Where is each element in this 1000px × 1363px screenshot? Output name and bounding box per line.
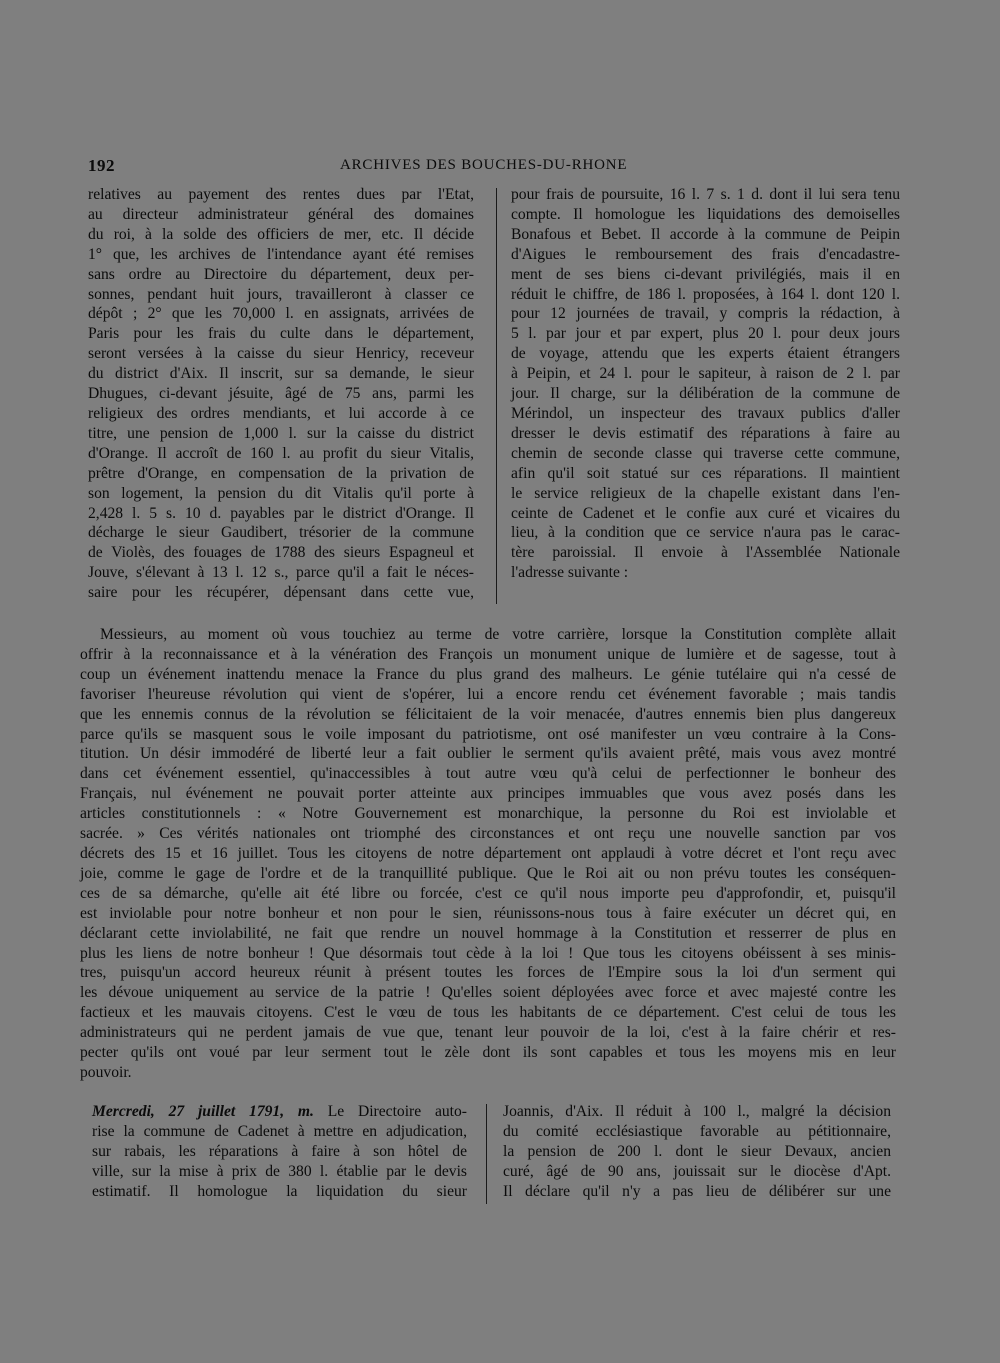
- text-line: jour. Il charge, sur la délibération de la commune de: [511, 385, 900, 403]
- date-heading: Mercredi, 27 juillet 1791, m.: [92, 1103, 314, 1120]
- text-line: ment de ses biens ci-devant privilégiés, mais il en: [511, 265, 900, 283]
- address-line: décrets des 15 et 16 juillet. Tous les citoyens de notre département ont applaudi à votre décret et l'ont reçu avec: [80, 844, 896, 862]
- text-line: ville, sur la mise à prix de 380 l. établie par le devis: [92, 1162, 467, 1180]
- text-line: sur rabais, les réparations à faire à son hôtel de: [92, 1142, 467, 1160]
- lower-left-column: [92, 1102, 467, 1202]
- text-line: Dhugues, ci-devant jésuite, âgé de 75 ans, parmi les: [88, 385, 474, 403]
- text-line: son logement, la pension du dit Vitalis qu'il porte à: [88, 484, 474, 502]
- text-line: estimatif. Il homologue la liquidation du sieur: [92, 1182, 467, 1200]
- text-line: au directeur administrateur général des domaines: [88, 205, 474, 223]
- text-line: de voyage, attendu que les experts étaient étrangers: [511, 345, 900, 363]
- address-line: déclarant cette inviolabilité, ne fait que rendre un nouvel hommage à la Constitution et resserrer de plus en: [80, 924, 896, 942]
- running-title: ARCHIVES DES BOUCHES-DU-RHONE: [340, 157, 628, 173]
- text-line: 1° que, les archives de l'intendance ayant été remises: [88, 245, 474, 263]
- address-line: sacrée. » Ces vérités nationales ont triomphé des circonstances et ont reçu une nouvelle sanction par vos: [80, 825, 896, 843]
- address-line: dans cet événement essentiel, qu'inaccessibles à tout autre vœu qu'à celui de perfectionner le bonheur des: [80, 765, 896, 783]
- text-line: décharge le sieur Gaudibert, trésorier de la commune: [88, 524, 474, 542]
- text-line: Joannis, d'Aix. Il réduit à 100 l., malgré la décision: [503, 1103, 891, 1120]
- text-line: 5 l. par jour et par expert, plus 20 l. pour deux jours: [511, 325, 900, 343]
- address-line: administrateurs qui ne perdent jamais de vue que, tenant leur pouvoir de la loi, c'est à la faire chérir et res-: [80, 1024, 896, 1042]
- text-line: tère paroissial. Il envoie à l'Assemblée Nationale: [511, 544, 900, 562]
- address-line: titution. Un désir immodéré de liberté leur a fait oublier le serment qu'ils avaient prêté, mais vous avez montré: [80, 745, 896, 763]
- upper-right-column: [511, 185, 900, 583]
- address-line: ces de sa démarche, qu'elle ait été libre ou forcée, c'est ce qu'il nous importe peu d'approfondir, et, puisqu'il: [80, 884, 896, 902]
- text-line: dresser le devis estimatif des réparations à faire au: [511, 424, 900, 442]
- upper-left-column: [88, 185, 474, 603]
- text-line: à Peipin, et 24 l. pour le sapiteur, à raison de 2 l. par: [511, 365, 900, 383]
- text-line: 2,428 l. 5 s. 10 d. payables par le district d'Orange. Il: [88, 504, 474, 522]
- address-line: les dévoue uniquement au service de la patrie ! Qu'elles soient déployées avec force et avec majesté contre les: [80, 984, 896, 1002]
- address-line: plus les liens de notre bonheur ! Que désormais tout cède à la loi ! Que tous les citoyens obéissent à ses minis-: [80, 944, 896, 962]
- address-line: Français, nul événement ne pouvait porter atteinte aux principes immuables que vous avez posés dans les: [80, 785, 896, 803]
- address-line: factieux et les mauvais citoyens. C'est le vœu de tous les habitants de ce département. C'est celui de tous les: [80, 1004, 896, 1022]
- text-line: la pension de 200 l. dont le sieur Devaux, ancien: [503, 1142, 891, 1160]
- text-line: le service religieux de la chapelle existant dans l'en-: [511, 484, 900, 502]
- text-line: afin qu'il soit statué sur ces réparations. Il maintient: [511, 464, 900, 482]
- address-line: tres, puisqu'un accord heureux réunit à présent toutes les forces de l'Empire sous la loi d'un serment qui: [80, 964, 896, 982]
- text-line: du roi, à la solde des officiers de mer, etc. Il décide: [88, 225, 474, 243]
- text-line: Bonafous et Bebet. Il accorde à la commune de Peipin: [511, 225, 900, 243]
- address-line: pecter qu'ils ont voué par leur serment tout le zèle dont ils sont capables et tous les moyens mis en leur: [80, 1044, 896, 1062]
- text-line: Il déclare qu'il n'y a pas lieu de délibérer sur une: [503, 1182, 891, 1200]
- text-line: compte. Il homologue les liquidations des demoiselles: [511, 205, 900, 223]
- text-line: titre, une pension de 1,000 l. sur la caisse du district: [88, 424, 474, 442]
- address-line: est inviolable pour notre bonheur et non pour le sien, réunissons-nous tous à faire exécuter un décret qui, en: [80, 904, 896, 922]
- text-line: d'Orange. Il accroît de 160 l. au profit du sieur Vitalis,: [88, 444, 474, 462]
- text-line: prêtre d'Orange, en compensation de la privation de: [88, 464, 474, 482]
- text-line: Mérindol, un inspecteur des travaux publics d'aller: [511, 404, 900, 422]
- address-line: articles constitutionnels : « Notre Gouvernement est monarchique, la personne du Roi est inviolable et: [80, 805, 896, 823]
- text-line: sonnes, pendant huit jours, travailleront à classer ce: [88, 285, 474, 303]
- text-line: ceinte de Cadenet et le confie aux curé et vicaires du: [511, 504, 900, 522]
- address-line: favoriser l'heureuse révolution qui vient de s'opérer, lui a encore rendu cet événement favorable ; mais tandis: [80, 685, 896, 703]
- address-line: offrir à la reconnaissance et à la vénération des François un monument unique de lumière et de sagesse, tout à: [80, 645, 896, 663]
- text-line: Paris pour les frais du culte dans le département,: [88, 325, 474, 343]
- page-number: 192: [88, 156, 115, 175]
- text-line: curé, âgé de 90 ans, jouissait sur le diocèse d'Apt.: [503, 1162, 891, 1180]
- text-line: de Violès, des fouages de 1788 des sieurs Espagneul et: [88, 544, 474, 562]
- column-rule-upper: [496, 188, 497, 604]
- text-line: relatives au payement des rentes dues par l'Etat,: [88, 186, 474, 203]
- address-line: joie, comme le gage de l'ordre et de la tranquillité publique. Que le Roi ait ou non prévu toutes les conséquen-: [80, 864, 896, 882]
- text-line: lieu, à la condition que ce service n'aura pas le carac-: [511, 524, 900, 542]
- text-line: seront versées à la caisse du sieur Henricy, receveur: [88, 345, 474, 363]
- text-line: saire pour les récupérer, dépensant dans cette vue,: [88, 584, 474, 602]
- text-line: dépôt ; 2° que les 70,000 l. en assignats, arrivées de: [88, 305, 474, 323]
- text-line: Jouve, s'élevant à 13 l. 12 s., parce qu'il a fait le néces-: [88, 564, 474, 582]
- text-line: sans ordre au Directoire du département, deux per-: [88, 265, 474, 283]
- address-line: pouvoir.: [80, 1063, 132, 1081]
- text-line: religieux des ordres mendiants, et lui accorde à ce: [88, 404, 474, 422]
- text-line: d'Aigues le remboursement des frais d'encadastre-: [511, 245, 900, 263]
- lower-right-column: [503, 1102, 891, 1202]
- text-line: réduit le chiffre, de 186 l. proposées, à 164 l. dont 120 l.: [511, 285, 900, 303]
- text-line: pour frais de poursuite, 16 l. 7 s. 1 d. dont il lui sera tenu: [511, 186, 900, 203]
- address-line: coup un événement inattendu menace la France du plus grand des malheurs. Le génie tutélaire qui n'a cessé de: [80, 665, 896, 683]
- text-line: chemin de seconde classe qui traverse cette commune,: [511, 444, 900, 462]
- address-line: parce qu'ils se masquent sous le voile imposant du patriotisme, ont osé manifester un vœu contraire à la Cons-: [80, 725, 896, 743]
- column-rule-lower: [486, 1104, 487, 1204]
- text-line: du comité ecclésiastique favorable au pétitionnaire,: [503, 1122, 891, 1140]
- text-line: l'adresse suivante :: [511, 564, 629, 582]
- text-line: du district d'Aix. Il inscrit, sur sa demande, le sieur: [88, 365, 474, 383]
- date-heading-rest: Le Directoire auto-: [313, 1103, 468, 1120]
- address-line: que les ennemis connus de la révolution se félicitaient de la voir menacée, d'autres ennemis bien plus dangereux: [80, 705, 896, 723]
- address-line: Messieurs, au moment où vous touchiez au terme de votre carrière, lorsque la Constitution complète allait: [100, 626, 896, 643]
- address-to-national-assembly: [80, 625, 896, 1083]
- text-line: rise la commune de Cadenet à mettre en adjudication,: [92, 1122, 467, 1140]
- text-line: pour 12 journées de travail, y compris la rédaction, à: [511, 305, 900, 323]
